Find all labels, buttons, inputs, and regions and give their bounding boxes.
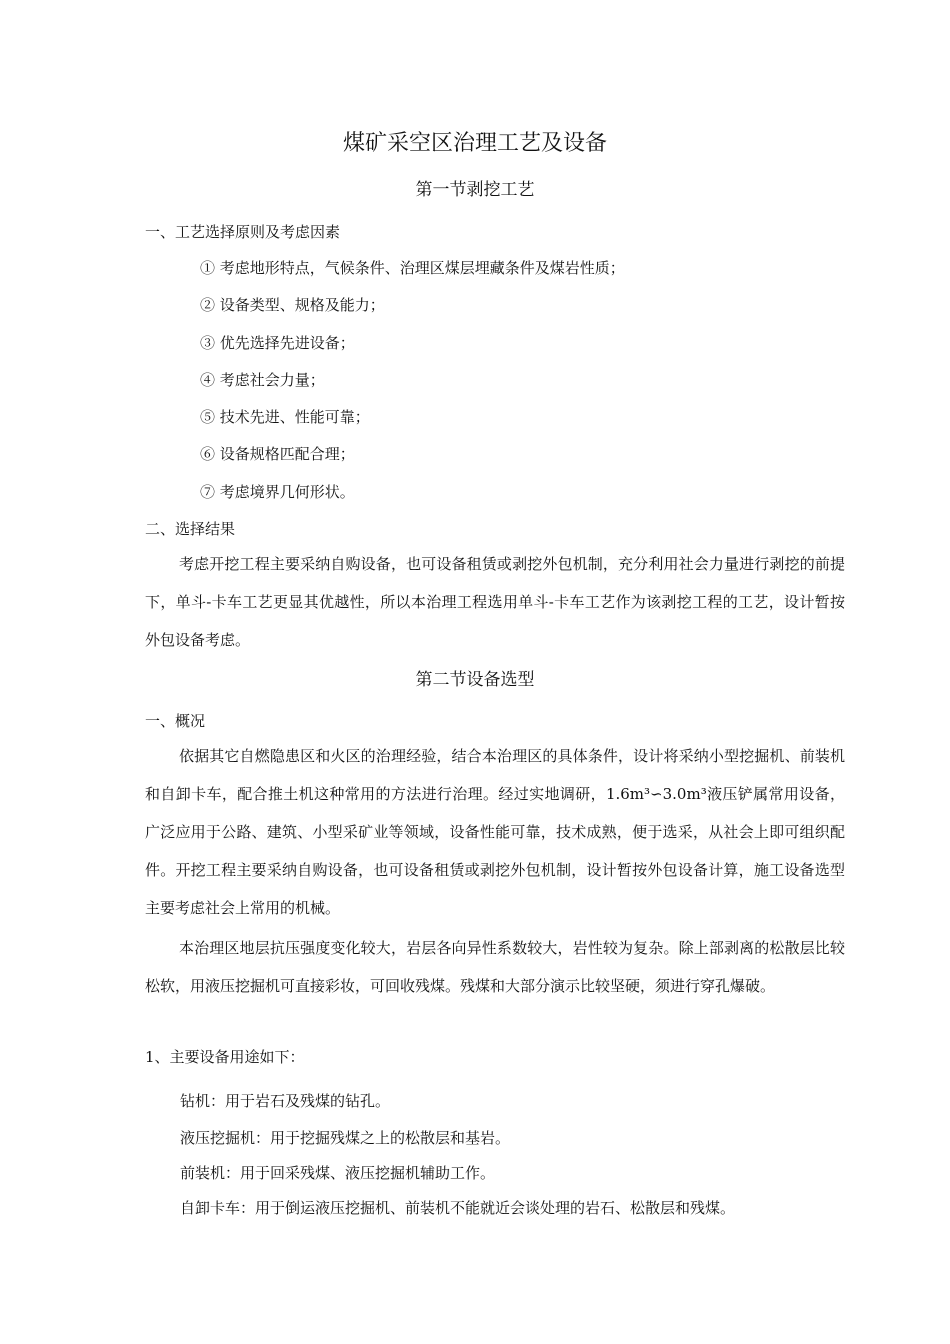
section-2-sub-2-heading: 1、主要设备用途如下： bbox=[145, 1048, 305, 1066]
section-1-sub-2-heading: 二、选择结果 bbox=[145, 520, 236, 538]
selection-result-paragraph: 考虑开挖工程主要采纳自购设备，也可设备租赁或剥挖外包机制，充分利用社会力量进行剥挖的前提下，单斗-卡车工艺更显其优越性，所以本治理工程选用单斗-卡车工艺作为该剥挖工程的工艺，设计暂按外包设备考虑。 bbox=[145, 555, 845, 649]
equipment-use-3: 前装机：用于回采残煤、液压挖掘机辅助工作。 bbox=[180, 1164, 496, 1182]
equipment-use-2: 液压挖掘机：用于挖掘残煤之上的松散层和基岩。 bbox=[180, 1129, 511, 1147]
section-2-sub-1-heading: 一、概况 bbox=[145, 712, 206, 730]
principle-item-1: ① 考虑地形特点，气候条件、治理区煤层埋藏条件及煤岩性质； bbox=[200, 259, 625, 277]
principle-item-7: ⑦ 考虑境界几何形状。 bbox=[200, 483, 355, 501]
principle-item-2: ② 设备类型、规格及能力； bbox=[200, 296, 385, 314]
equipment-use-1: 钻机：用于岩石及残煤的钻孔。 bbox=[180, 1092, 391, 1110]
document-title: 煤矿采空区治理工艺及设备 bbox=[342, 131, 607, 156]
section-2-heading: 第二节设备选型 bbox=[415, 670, 535, 690]
overview-paragraph-1: 依据其它自燃隐患区和火区的治理经验，结合本治理区的具体条件，设计将采纳小型挖掘机、前装机和自卸卡车，配合推土机这种常用的方法进行治理。经过实地调研，1.6m³∽3.0m³液压铲属常用设备，广泛应用于公路、建筑、小型采矿业等领域，设备性能可靠，技术成熟，便于选采，从社会上即可组织配件。开挖工程主要采纳自购设备，也可设备租赁或剥挖外包机制，设计暂按外包设备计算，施工设备选型主要考虑社会上常用的机械。 bbox=[145, 747, 845, 917]
principle-item-4: ④ 考虑社会力量； bbox=[200, 371, 325, 389]
equipment-use-4: 自卸卡车：用于倒运液压挖掘机、前装机不能就近会谈处理的岩石、松散层和残煤。 bbox=[180, 1199, 736, 1217]
principle-item-5: ⑤ 技术先进、性能可靠； bbox=[200, 408, 370, 426]
section-1-heading: 第一节剥挖工艺 bbox=[415, 180, 535, 200]
principle-item-6: ⑥ 设备规格匹配合理； bbox=[200, 445, 355, 463]
principle-item-3: ③ 优先选择先进设备； bbox=[200, 334, 355, 352]
overview-paragraph-2: 本治理区地层抗压强度变化较大，岩层各向异性系数较大，岩性较为复杂。除上部剥离的松散层比较松软，用液压挖掘机可直接彩妆，可回收残煤。残煤和大部分演示比较坚硬，须进行穿孔爆破。 bbox=[145, 939, 845, 995]
section-1-sub-1-heading: 一、工艺选择原则及考虑因素 bbox=[145, 223, 341, 241]
